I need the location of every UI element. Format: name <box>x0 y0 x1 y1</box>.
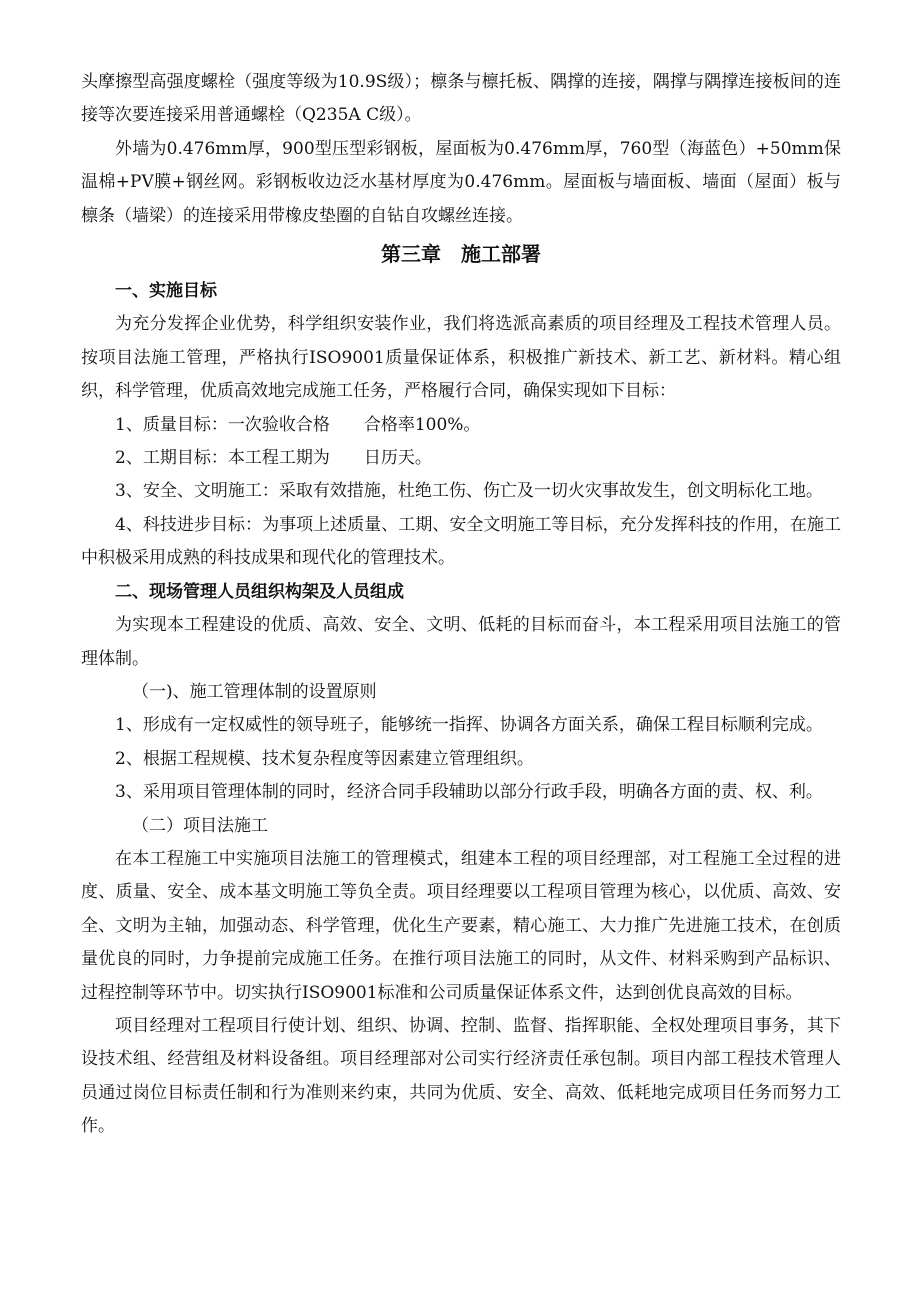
intro-paragraph-wall-roof: 外墙为0.476mm厚，900型压型彩钢板，屋面板为0.476mm厚，760型（海蓝色）+50mm保温棉+PV膜+钢丝网。彩钢板收边泛水基材厚度为0.476mm。屋面板与墙面板、墙面（屋面）板与檩条（墙梁）的连接采用带橡皮垫圈的自钻自攻螺丝连接。 <box>81 138 841 226</box>
section-heading-goals: 一、实施目标 <box>115 281 217 302</box>
project-method-paragraph-1: 在本工程施工中实施项目法施工的管理模式，组建本工程的项目经理部，对工程施工全过程的进度、质量、安全、成本基文明施工等负全责。项目经理要以工程项目管理为核心，以优质、高效、安全、文明为主轴，加强动态、科学管理，优化生产要素，精心施工、大力推广先进施工技术，在创质量优良的同时，力争提前完成施工任务。在推行项目法施工的同时，从文件、材料采购到产品标识、过程控制等环节中。切实执行ISO9001标准和公司质量保证体系文件，达到创优良高效的目标。 <box>81 848 841 1003</box>
project-method-paragraph-2: 项目经理对工程项目行使计划、组织、协调、控制、监督、指挥职能、全权处理项目事务，其下设技术组、经营组及材料设备组。项目经理部对公司实行经济责任承包制。项目内部工程技术管理人员通过岗位目标责任制和行为准则来约束，共同为优质、安全、高效、低耗地完成项目任务而努力工作。 <box>81 1015 841 1137</box>
organization-intro-paragraph: 为实现本工程建设的优质、高效、安全、文明、低耗的目标而奋斗，本工程采用项目法施工的管理体制。 <box>81 615 841 669</box>
intro-paragraph-continued: 头摩擦型高强度螺栓（强度等级为10.9S级）；檩条与檩托板、隅撑的连接，隅撑与隅撑连接板间的连接等次要连接采用普通螺栓（Q235A C级）。 <box>81 72 841 126</box>
goal-quality: 1、质量目标：一次验收合格 合格率100%。 <box>115 414 481 435</box>
goal-technology: 4、科技进步目标：为事项上述质量、工期、安全文明施工等目标，充分发挥科技的作用，在施工中积极采用成熟的科技成果和现代化的管理技术。 <box>81 514 841 569</box>
goal-schedule: 2、工期目标：本工程工期为 日历天。 <box>115 448 432 469</box>
subsection-heading-project-method: （二）项目法施工 <box>132 815 268 836</box>
goal-safety: 3、安全、文明施工：采取有效措施，杜绝工伤、伤亡及一切火灾事故发生，创文明标化工地。 <box>115 481 823 502</box>
document-page <box>81 66 841 1144</box>
goals-intro-paragraph: 为充分发挥企业优势，科学组织安装作业，我们将选派高素质的项目经理及工程技术管理人员。按项目法施工管理，严格执行ISO9001质量保证体系，积极推广新技术、新工艺、新材料。精心组织，科学管理，优质高效地完成施工任务，严格履行合同，确保实现如下目标： <box>81 314 841 402</box>
principle-item-3: 3、采用项目管理体制的同时，经济合同手段辅助以部分行政手段，明确各方面的责、权、利。 <box>115 782 823 803</box>
section-heading-organization: 二、现场管理人员组织构架及人员组成 <box>115 581 404 602</box>
subsection-heading-principles: （一)、施工管理体制的设置原则 <box>132 681 377 702</box>
chapter-title: 第三章 施工部署 <box>381 242 541 267</box>
principle-item-2: 2、根据工程规模、技术复杂程度等因素建立管理组织。 <box>115 748 534 769</box>
principle-item-1: 1、形成有一定权威性的领导班子，能够统一指挥、协调各方面关系，确保工程目标顺利完成。 <box>115 715 823 736</box>
